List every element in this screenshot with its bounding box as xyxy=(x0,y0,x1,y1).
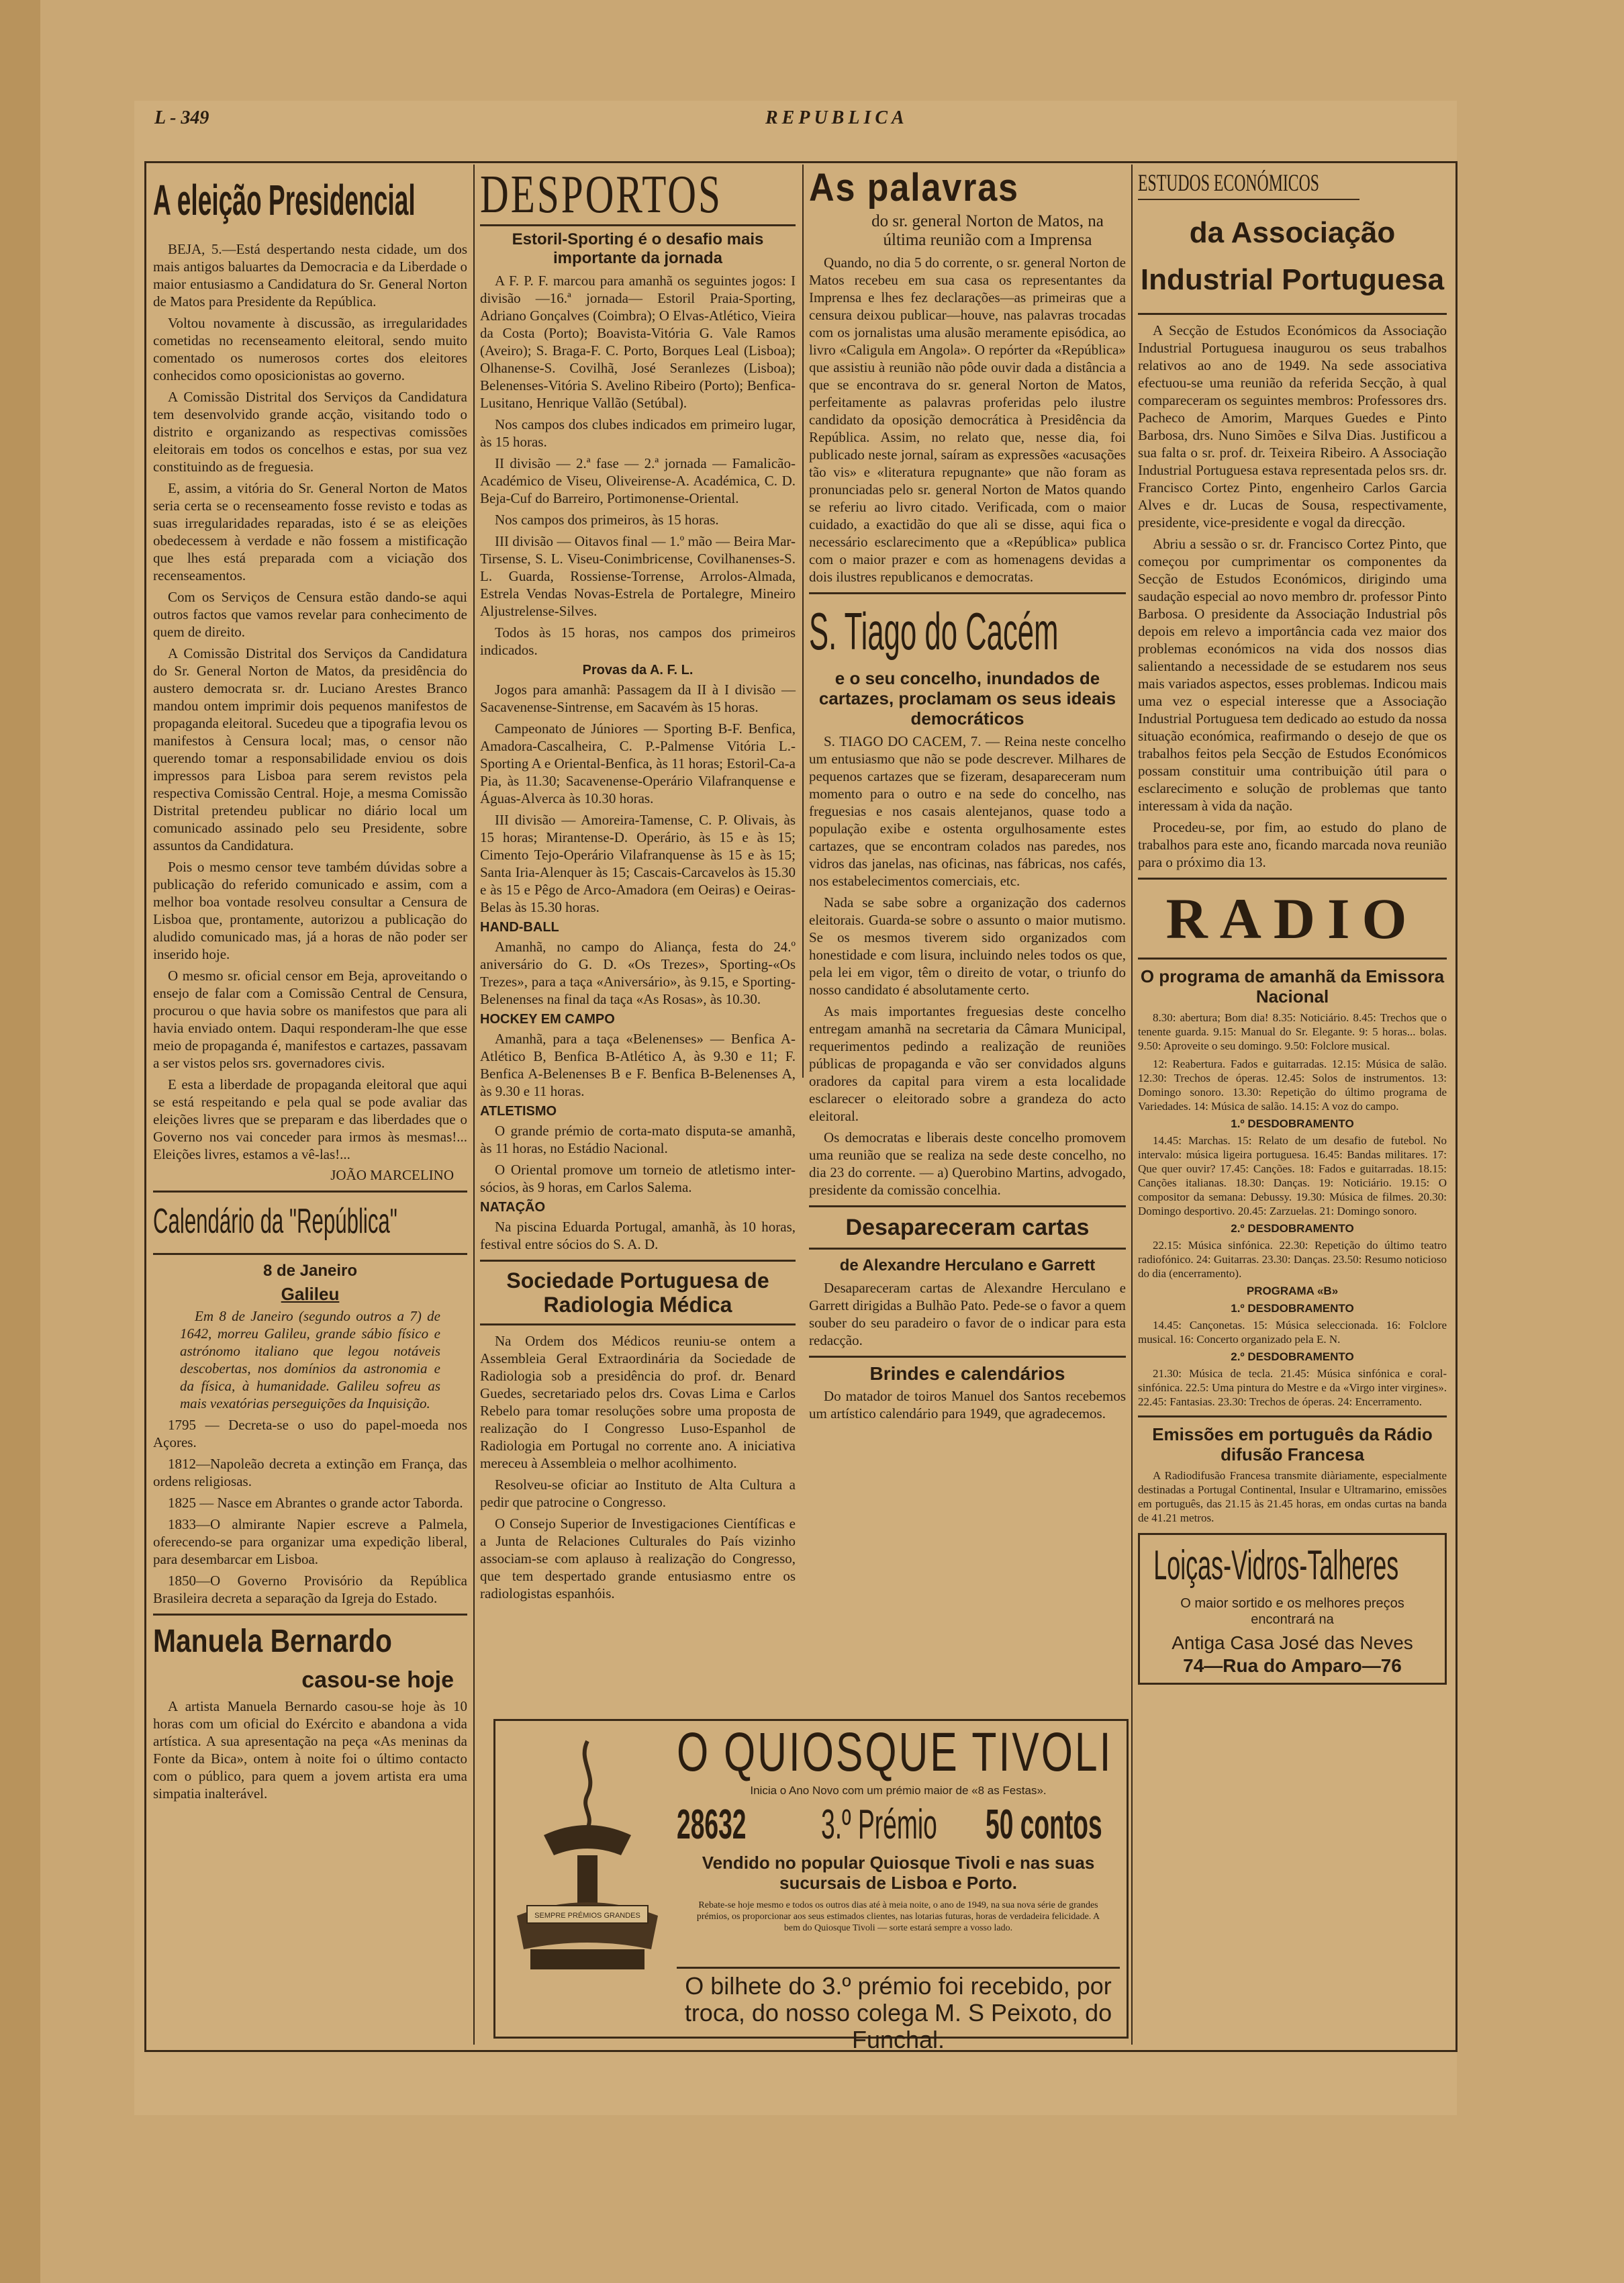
calendario-item: 1850—O Governo Provisório da República Brasileira decreta a separação da Igreja do Estado. xyxy=(153,1573,467,1606)
page-number: L - 349 xyxy=(154,107,209,128)
divider xyxy=(1138,1415,1447,1417)
eleicao-paragraph: A Comissão Distrital dos Serviços da Candidatura do Sr. General Norton de Matos, da presidência do austero democrata sr. dr. Luciano Arestes Branco mandou ontem imprimir dois pequenos manifestos de propaganda eleitoral. Sucedeu que a tipografia levou os manifestos à Censura local; mas, o censor não querendo tomar a responsabilidade enviou os dois impressos para Lisboa para serem revistos pela respectiva Comissão Central. Hoje, a mesma Comissão Distrital pretendeu publicar no diário local um comunicado assinado pelo seu Presidente, sobre assuntos da Candidatura. xyxy=(153,645,467,853)
loicas-headline-wrap xyxy=(1145,1540,1439,1591)
eleicao-headline-wrap xyxy=(153,168,467,235)
radio-split-heading: 1.º DESDOBRAMENTO xyxy=(1231,1117,1354,1130)
atletismo-paragraph: O grande prémio de corta-mato disputa-se amanhã, às 11 horas, no Estádio Nacional. xyxy=(480,1123,796,1156)
calendario-headline: Calendário da "República" xyxy=(153,1202,397,1241)
palavras-subhead: do sr. general Norton de Matos, na última reunião com a Imprensa xyxy=(871,212,1104,249)
palavras-paragraph: Quando, no dia 5 do corrente, o sr. general Norton de Matos recebeu em sua casa os representantes da Imprensa e lhes fez declarações—as primeiras que a censura deixou publicar—houve, nas palavras trocadas com os jornalistas uma alusão meramente episódica, ao livro «Caligula em Angola». O repórter da «República» que assistiu à reunião não pôde ouvir dada a distância a que se encontrava do sr. general Norton de Matos, perfeitamente as palavras proferidas pelo ilustre candidato da oposição democrática à Presidência da República. Assim, no relato que, nesse dia, foi publicado neste jornal, saíram as expressões «acusações tão vis» e «literatura repugnante» que não foram as pronunciadas pelo sr. general Norton de Matos quando se referiu ao livro citado. Verificada, com o maior cuidado, a exactidão do que ali se disse, aqui fica o necessário esclarecimento que a «República» publica com o maior prazer e com as homenagens devidas a dois ilustres republicanos e democratas. xyxy=(809,254,1126,585)
palavras-headline: As palavras xyxy=(809,166,1019,209)
eleicao-paragraph: BEJA, 5.—Está despertando nesta cidade, um dos mais antigos baluartes da Democracia e da Liberdade o maior entusiasmo a Candidatura do Sr. General Norton de Matos para Presidente da República. xyxy=(153,241,467,310)
brindes-headline: Brindes e calendários xyxy=(869,1363,1065,1384)
eleicao-paragraph: E esta a liberdade de propaganda eleitoral que aqui se está respeitando e pela qual se pode avaliar das eleições livres que se preparam e das liberdades que o Governo nos vai conceder para irmos às mesmas!... Eleições livres, estamos a vê-las!... xyxy=(153,1076,467,1162)
divider xyxy=(1138,313,1447,315)
desportos-headline: DESPORTOS xyxy=(480,165,722,224)
column-3 xyxy=(809,168,1126,1645)
tiago-paragraph: Nada se sabe sobre a organização dos cadernos eleitorais. Guarda-se sobre o assunto o maior mutismo. Se os mesmos tiverem sido organizados com honestidade e com lisura, incluindo neles todos os que, pela lei em vigor, têm o direito de votar, o triunfo do nosso candidato é absolutamente certo. xyxy=(809,894,1126,998)
desportos-subhead: Estoril-Sporting é o desafio mais importante da jornada xyxy=(512,230,764,267)
eleicao-signature: JOÃO MARCELINO xyxy=(330,1167,454,1183)
eleicao-paragraph: E, assim, a vitória do Sr. General Norton de Matos seria certa se o recenseamento fosse revisto e todas as suas irregularidades reparadas, isto é se as eleições obedecessem à verdade e não fossem a mistificação que lhes está preparada com a viciação dos recenseamentos. xyxy=(153,480,467,584)
tiago-headline-wrap xyxy=(809,601,1126,661)
column-2 xyxy=(480,165,796,1645)
tivoli-prize-row xyxy=(677,1802,1120,1849)
loicas-shop-name: Antiga Casa José das Neves xyxy=(1172,1632,1413,1653)
handball-heading: HAND-BALL xyxy=(480,920,559,935)
eleicao-paragraph: Com os Serviços de Censura estão dando-se aqui outros factos que vamos revelar para conhecimento de quem de direito. xyxy=(153,589,467,640)
column-rule xyxy=(802,165,804,1078)
column-4 xyxy=(1138,168,1447,2041)
atletismo-paragraph: O Oriental promove um torneio de atletismo inter-sócios, às 9 horas, em Carlos Salema. xyxy=(480,1162,796,1195)
afl-paragraph: Jogos para amanhã: Passagem da II à I divisão — Sacavenense-Sintrense, em Sacavém às 15 horas. xyxy=(480,682,796,715)
afl-heading: Provas da A. F. L. xyxy=(582,663,694,678)
radio-split-heading: 1.º DESDOBRAMENTO xyxy=(1231,1302,1354,1315)
hockey-paragraph: Amanhã, para a taça «Belenenses» — Benfica A-Atlético B, Benfica B-Atlético A, às 9.30 e 11; F. Benfica A-Belenenses B e F. Benfica B-Belenenses A, às 9.30 e 11 horas. xyxy=(480,1031,796,1099)
page-fold-shadow xyxy=(0,0,40,2283)
divider xyxy=(153,1191,467,1193)
desportos-paragraph: III divisão — Oitavos final — 1.º mão — Beira Mar-Tirsense, S. L. Viseu-Conimbricense, Covilhanenses-S. L. Guarda, Rossiense-Torrense, Arrolos-Almada, Estrela Vendas Novas-Estrela de Portalegre, Mineiro Aljustrelense-Silves. xyxy=(480,533,796,619)
divider xyxy=(809,1248,1126,1250)
divider xyxy=(809,592,1126,594)
manuela-headline-wrap xyxy=(153,1622,467,1663)
cartas-subhead: de Alexandre Herculano e Garrett xyxy=(839,1256,1096,1274)
column-1 xyxy=(153,168,467,2041)
divider xyxy=(480,224,796,226)
divider xyxy=(1138,958,1447,960)
manuela-subhead: casou-se hoje xyxy=(301,1667,454,1693)
cartas-paragraph: Desapareceram cartas de Alexandre Herculano e Garrett dirigidas a Bulhão Pato. Pede-se o favor a quem souber do seu paradeiro o favor de o indicar para esta redacção. xyxy=(809,1280,1126,1348)
radio-split-heading: 2.º DESDOBRAMENTO xyxy=(1231,1350,1354,1363)
desportos-paragraph: A F. P. F. marcou para amanhã os seguintes jogos: I divisão —16.ª jornada— Estoril Praia-Sporting, Adriano Gonçalves (Coimbra); O Elvas-Atlético, Vieira da Costa (Porto); Boavista-Vitória G. Vale Ramos (Aveiro); S. Braga-F. C. Porto, Borques Leal (Lisboa); Olhanense-S. Covilhã, José Seranlezes (Lisboa); Belenenses-Vitória S. Avelino Ribeiro (Porto); Benfica-Lusitano, Henrique Vallão (Setúbal). xyxy=(480,273,796,411)
estudos-label: ESTUDOS ECONÓMICOS xyxy=(1138,169,1319,196)
desportos-paragraph: Todos às 15 horas, nos campos dos primeiros indicados. xyxy=(480,624,796,658)
calendario-italic: Em 8 de Janeiro (segundo outros a 7) de 1642, morreu Galileu, grande sábio físico e astrónomo italiano que legou notáveis descobertas, nos domínios da astronomia e da física, à humanidade. Galileu sofreu as mais vexatórias perseguições da Inquisição. xyxy=(180,1308,440,1411)
tivoli-intro: Inicia o Ano Novo com um prémio maior de «8 as Festas». xyxy=(750,1784,1047,1797)
divider xyxy=(809,1205,1126,1207)
divider xyxy=(1138,878,1447,880)
tiago-paragraph: Os democratas e liberais deste concelho promovem uma reunião que se realiza na sede deste concelho, no dia 23 do corrente. — a) Querobino Martins, advogado, presidente da comissão concelhia. xyxy=(809,1129,1126,1198)
eleicao-paragraph: A Comissão Distrital dos Serviços da Candidatura tem desenvolvido grande acção, visitando todo o distrito e organizando as respectivas comissões eleitorais em todos os concelhos e estas, por sua vez constituindo as de freguesia. xyxy=(153,389,467,475)
column-rule xyxy=(1131,165,1133,2045)
loicas-ad xyxy=(1138,1533,1447,1685)
emissoes-paragraph: A Radiodifusão Francesa transmite diàriamente, especialmente destinadas a Portugal Continental, Insular e Ultramarino, emissões em português, das 21.15 às 21.45 horas, em ondas curtas na banda de 41.21 metros. xyxy=(1138,1469,1447,1524)
column-rule xyxy=(473,165,475,2045)
natacao-paragraph: Na piscina Eduarda Portugal, amanhã, às 10 horas, festival entre sócios do S. A. D. xyxy=(480,1219,796,1252)
radio-programme-b-heading: PROGRAMA «B» xyxy=(1246,1285,1339,1297)
tivoli-headline: O QUIOSQUE TIVOLI xyxy=(677,1722,1113,1783)
divider xyxy=(809,1356,1126,1358)
radio-programme-text: 8.30: abertura; Bom dia! 8.35: Noticiário. 8.45: Trechos que o tenente guarda. 9.15: Manual do Sr. Elegante. 9: 5 horas... bolas. 9.50: Aproveite o seu domingo. 9.50: Folclore musical. xyxy=(1138,1011,1447,1052)
tiago-subhead: e o seu concelho, inundados de cartazes, proclamam os seus ideais democráticos xyxy=(818,668,1116,729)
calendario-name: Galileu xyxy=(281,1284,340,1304)
eleicao-paragraph: Pois o mesmo censor teve também dúvidas sobre a publicação do referido comunicado e assim, com a melhor boa vontade resolveu consultar a Censura de Lisboa que, prontamente, autorizou a publicação do aludido comunicado mas, já a horas de não poder ser inserido hoje. xyxy=(153,859,467,962)
radio-programme-text: 14.45: Cançonetas. 15: Música seleccionada. 16: Folclore musical. 16: Concerto organizado pela E. N. xyxy=(1138,1319,1447,1346)
desportos-paragraph: II divisão — 2.ª fase — 2.ª jornada — Famalicão-Académico de Viseu, Oliveirense-A. Académica, C. D. Beja-Cuf do Barreiro, Portimonense-Oriental. xyxy=(480,455,796,506)
loicas-address: 74—Rua do Amparo—76 xyxy=(1183,1655,1402,1676)
radio-headline: RADIO xyxy=(1165,886,1419,951)
palavras-headline-wrap xyxy=(809,168,1126,208)
calendario-note xyxy=(153,1307,467,1412)
calendario-item: 1812—Napoleão decreta a extinção em França, das ordens religiosas. xyxy=(153,1456,467,1489)
radiologia-paragraph: O Consejo Superior de Investigaciones Científicas e a Junta de Relaciones Culturales do País vizinho associam-se com aplauso à realização do Congresso, que tem despertado grande entusiasmo entre os radiologistas espanhóis. xyxy=(480,1516,796,1601)
tivoli-small-print: Rebate-se hoje mesmo e todos os outros dias até à meia noite, o ano de 1949, na sua nova série de grandes prémios, os proporcionar aos seus estimados clientes, nas lotarias futuras, horas de verdadeira felicidade. A bem do Quiosque Tivoli — sorte estará sempre a vosso lado. xyxy=(696,1900,1100,1933)
radio-split-heading: 2.º DESDOBRAMENTO xyxy=(1231,1222,1354,1235)
running-head xyxy=(134,107,1457,134)
emissoes-headline: Emissões em português da Rádio difusão Francesa xyxy=(1152,1424,1433,1464)
radio-programme-text: 12: Reabertura. Fados e guitarradas. 12.15: Música de salão. 12.30: Trechos de óperas. 12.45: Solos de instrumentos. 13: Domingo sonoro. 13.30: Repetição do último programa de Variedades. 14: Música de salão. 14.15: A voz do campo. xyxy=(1138,1058,1447,1113)
eleicao-paragraph: Voltou novamente à discussão, as irregularidades cometidas no recenseamento eleitoral, sendo muito comentado os numerosos cortes dos eleitores conhecidos como oposicionistas ao governo. xyxy=(153,315,467,383)
natacao-heading: NATAÇÃO xyxy=(480,1200,546,1215)
afl-paragraph: Campeonato de Júniores — Sporting B-F. Benfica, Amadora-Cascalheira, C. P.-Palmense Vitória L.-Sporting A e Oriental-Benfica, às 11 horas; Estoril-Ca-a Pia, às 11.30; Sacavenense-Operário Vilafranquense e Águas-Alverca às 10.30 horas. xyxy=(480,720,796,806)
afl-paragraph: III divisão — Amoreira-Tamense, C. P. Olivais, às 15 horas; Mirantense-D. Operário, às 15 e às 15; Cimento Tejo-Operário Vilafranquense às 15 e às 15; Santa Iria-Alenquer às 15; Cascais-Carcavelos às 15.30 e às 15 e Pêgo de Arco-Amadora (em Oeiras) e Oeiras-Belas às 15.30 horas. xyxy=(480,812,796,915)
radiologia-paragraph: Na Ordem dos Médicos reuniu-se ontem a Assembleia Geral Extraordinária da Sociedade de Radiologia sob a presidência do prof. dr. Benard Guedes, secretariado pelos drs. Covas Lima e Carlos Rebelo para tomar resoluções sobre uma proposta de realização do I Congresso Luso-Espanhol de Radiologia em Portugal no corrente ano. A iniciativa mereceu à Assembleia o melhor acolhimento. xyxy=(480,1333,796,1471)
manuela-paragraph: A artista Manuela Bernardo casou-se hoje às 10 horas com um oficial do Exército e abandona a vida artística. A sua apresentação na peça «As meninas da Fonte da Bica», ontem à noite foi o último contacto com o público, para quem a jovem artista era uma simpatia inalterável. xyxy=(153,1698,467,1802)
desportos-headline-wrap xyxy=(480,165,796,224)
divider xyxy=(153,1614,467,1616)
quiosque-tivoli-ad xyxy=(493,1719,1129,2053)
estudos-paragraph: A Secção de Estudos Económicos da Associação Industrial Portuguesa inaugurou os seus trabalhos relativos ao ano de 1949. Na sede associativa efectuou-se uma reunião da referida Secção, à qual compareceram os seguintes membros: Professores drs. Pacheco de Amorim, Marques Guedes e Pinto Barbosa, drs. Nuno Simões e Silva Dias. Justificou a sua falta o sr. prof. dr. Teixeira Ribeiro. A Associação Industrial Portuguesa estava representada pelos srs. dr. Francisco Cortez Pinto, engenheiro Carlos Garcia Alves e dr. Lucas de Sousa, respectivamente, presidente, vice-presidente e vogal da direcção. xyxy=(1138,322,1447,530)
radiologia-headline: Sociedade Portuguesa de Radiologia Médica xyxy=(506,1268,769,1317)
divider xyxy=(153,1253,467,1255)
calendario-item: 1833—O almirante Napier escreve a Palmela, oferecendo-se para organizar uma expedição liberal, para desembarcar em Lisboa. xyxy=(153,1516,467,1567)
tiago-headline: S. Tiago do Cacém xyxy=(809,602,1059,661)
divider xyxy=(480,1260,796,1262)
manuela-headline: Manuela Bernardo xyxy=(153,1624,392,1659)
emissoes-body-wrap xyxy=(1138,1469,1447,1525)
radio-programme xyxy=(1138,1011,1447,1409)
desportos-paragraph: Nos campos dos clubes indicados em primeiro lugar, às 15 horas. xyxy=(480,416,796,450)
hockey-heading: HOCKEY EM CAMPO xyxy=(480,1012,615,1027)
tiago-paragraph: S. TIAGO DO CACEM, 7. — Reina neste concelho um entusiasmo que não se pode descrever. Milhares de pequenos cartazes que se fizeram, desapareceram num momento para o outro e na sede do concelho, nas freguesias e nos casais alentejanos, quase todo a população exibe e ostenta orgulhosamente estes cartazes, que se encontram colados nas paredes, nos vidros das janelas, nas oficinas, nas fábricas, nos cafés, nos estabelecimentos comerciais, etc. xyxy=(809,733,1126,889)
brindes-paragraph: Do matador de toiros Manuel dos Santos recebemos um artístico calendário para 1949, que agradecemos. xyxy=(809,1388,1126,1422)
divider xyxy=(480,1323,796,1325)
fountain-icon xyxy=(504,1734,671,1976)
loicas-headline: Loiças-Vidros-Talheres xyxy=(1153,1542,1399,1589)
radio-programme-text: 22.15: Música sinfónica. 22.30: Repetição do último teatro radiofónico. 24: Guitarras. 23.30: Danças. 23.50: Resumo noticioso do dia (encerramento). xyxy=(1138,1239,1447,1280)
eleicao-headline: A eleição Presidencial xyxy=(153,176,416,224)
fountain-label: SEMPRE PRÉMIOS GRANDES xyxy=(534,1912,640,1920)
calendario-headline-wrap xyxy=(153,1199,467,1246)
atletismo-heading: ATLETISMO xyxy=(480,1104,557,1119)
tivoli-title-wrap xyxy=(677,1722,1120,1783)
tivoli-footer: O bilhete do 3.º prémio foi recebido, por troca, do nosso colega M. S Peixoto, do Funchal. xyxy=(677,1967,1120,2053)
handball-paragraph: Amanhã, no campo do Aliança, festa do 24.º aniversário do G. D. «Os Trezes», Sporting-«Os Trezes», para a taça «Aniversário», às 9.15, e Sporting-Belenenses na final da taça «As Rosas», às 10.30. xyxy=(480,939,796,1007)
cartas-headline: Desapareceram cartas xyxy=(845,1215,1090,1240)
estudos-paragraph: Abriu a sessão o sr. dr. Francisco Cortez Pinto, que começou por cumprimentar os componentes da Secção de Estudos Económicos, dirigindo uma saudação especial ao novo membro dr. professor Pinto Barbosa. O presidente da Associação Industrial pôs depois em relevo a importância cada vez maior dos problemas económicos na vida dos nossos dias salientando a necessidade de se estudarem nos seus mais variados aspectos, esses problemas. Indicou mais uma vez o especial interesse que a Associação Industrial Portuguesa tem dedicado ao estudo da nossa situação económica, reafirmando o desejo de que os trabalhos feitos pela Secção de Estudos Económicos possam constituir uma contribuição útil para o esclarecimento e solução de problemas que tanto interessam à vida da nação. xyxy=(1138,536,1447,814)
tivoli-ticket-number: 28632 xyxy=(677,1802,747,1848)
radio-programme-text: 21.30: Música de tecla. 21.45: Música sinfónica e coral-sinfónica. 22.5: Uma pintura do Mestre e da «Virgo inter virgines». 22.45: Fantasias. 23.30: Trechos de óperas. 24: Encerramento. xyxy=(1138,1367,1447,1408)
masthead-name: REPUBLICA xyxy=(765,107,908,128)
tivoli-prize-rank: 3.º Prémio xyxy=(821,1802,937,1848)
estudos-paragraph: Procedeu-se, por fim, ao estudo do plano de trabalhos para este ano, ficando marcada nova reunião para o próximo dia 13. xyxy=(1138,819,1447,870)
estudos-label-wrap xyxy=(1138,168,1359,200)
calendario-item: 1795 — Decreta-se o uso do papel-moeda nos Açores. xyxy=(153,1417,467,1450)
calendario-date: 8 de Janeiro xyxy=(262,1262,358,1280)
eleicao-paragraph: O mesmo sr. oficial censor em Beja, aproveitando o ensejo de falar com a Comissão Central de Censura, procurou o que havia sobre os manifestos que para ali havia enviado ontem. Daqui responderam-lhe que esse meio de propaganda é, manifestos e cartazes, passavam a ser vistos pelos srs. governadores civis. xyxy=(153,968,467,1071)
radiologia-paragraph: Resolveu-se oficiar ao Instituto de Alta Cultura a pedir que patrocine o Congresso. xyxy=(480,1477,796,1510)
radio-programme-text: 14.45: Marchas. 15: Relato de um desafio de futebol. No intervalo: música ligeira portuguesa. 16.45: Bandas militares. 17: Que quer ouvir? 17.45: Canções. 18: Fados e guitarradas. 18.15: Canções italianas. 18.30: Danças. 19: Noticiário. 19.15: O compositor da semana: Debussy. 19.30: Música de filmes. 20.30: Domingo desportivo. 20.45: Zarzuelas. 21: Domingo sonoro. xyxy=(1138,1134,1447,1217)
desportos-paragraph: Nos campos dos primeiros, às 15 horas. xyxy=(495,512,719,528)
tivoli-prize-amount: 50 contos xyxy=(986,1802,1102,1848)
tiago-paragraph: As mais importantes freguesias deste concelho entregam amanhã na secretaria da Câmara Municipal, requerimentos pedindo a realização de reuniões públicas de propaganda e vão ser convidados alguns oradores da capital para virem a esta localidade esclarecer o eleitorado sobre a grandeza do acto eleitoral. xyxy=(809,1003,1126,1124)
calendario-item: 1825 — Nasce em Abrantes o grande actor Taborda. xyxy=(168,1495,463,1511)
estudos-headline: da Associação Industrial Portuguesa xyxy=(1140,216,1445,296)
tivoli-sold-text: Vendido no popular Quiosque Tivoli e nas suas sucursais de Lisboa e Porto. xyxy=(702,1853,1095,1893)
loicas-line: O maior sortido e os melhores preços encontrará na xyxy=(1180,1596,1404,1627)
radio-subhead: O programa de amanhã da Emissora Nacional xyxy=(1140,966,1445,1007)
